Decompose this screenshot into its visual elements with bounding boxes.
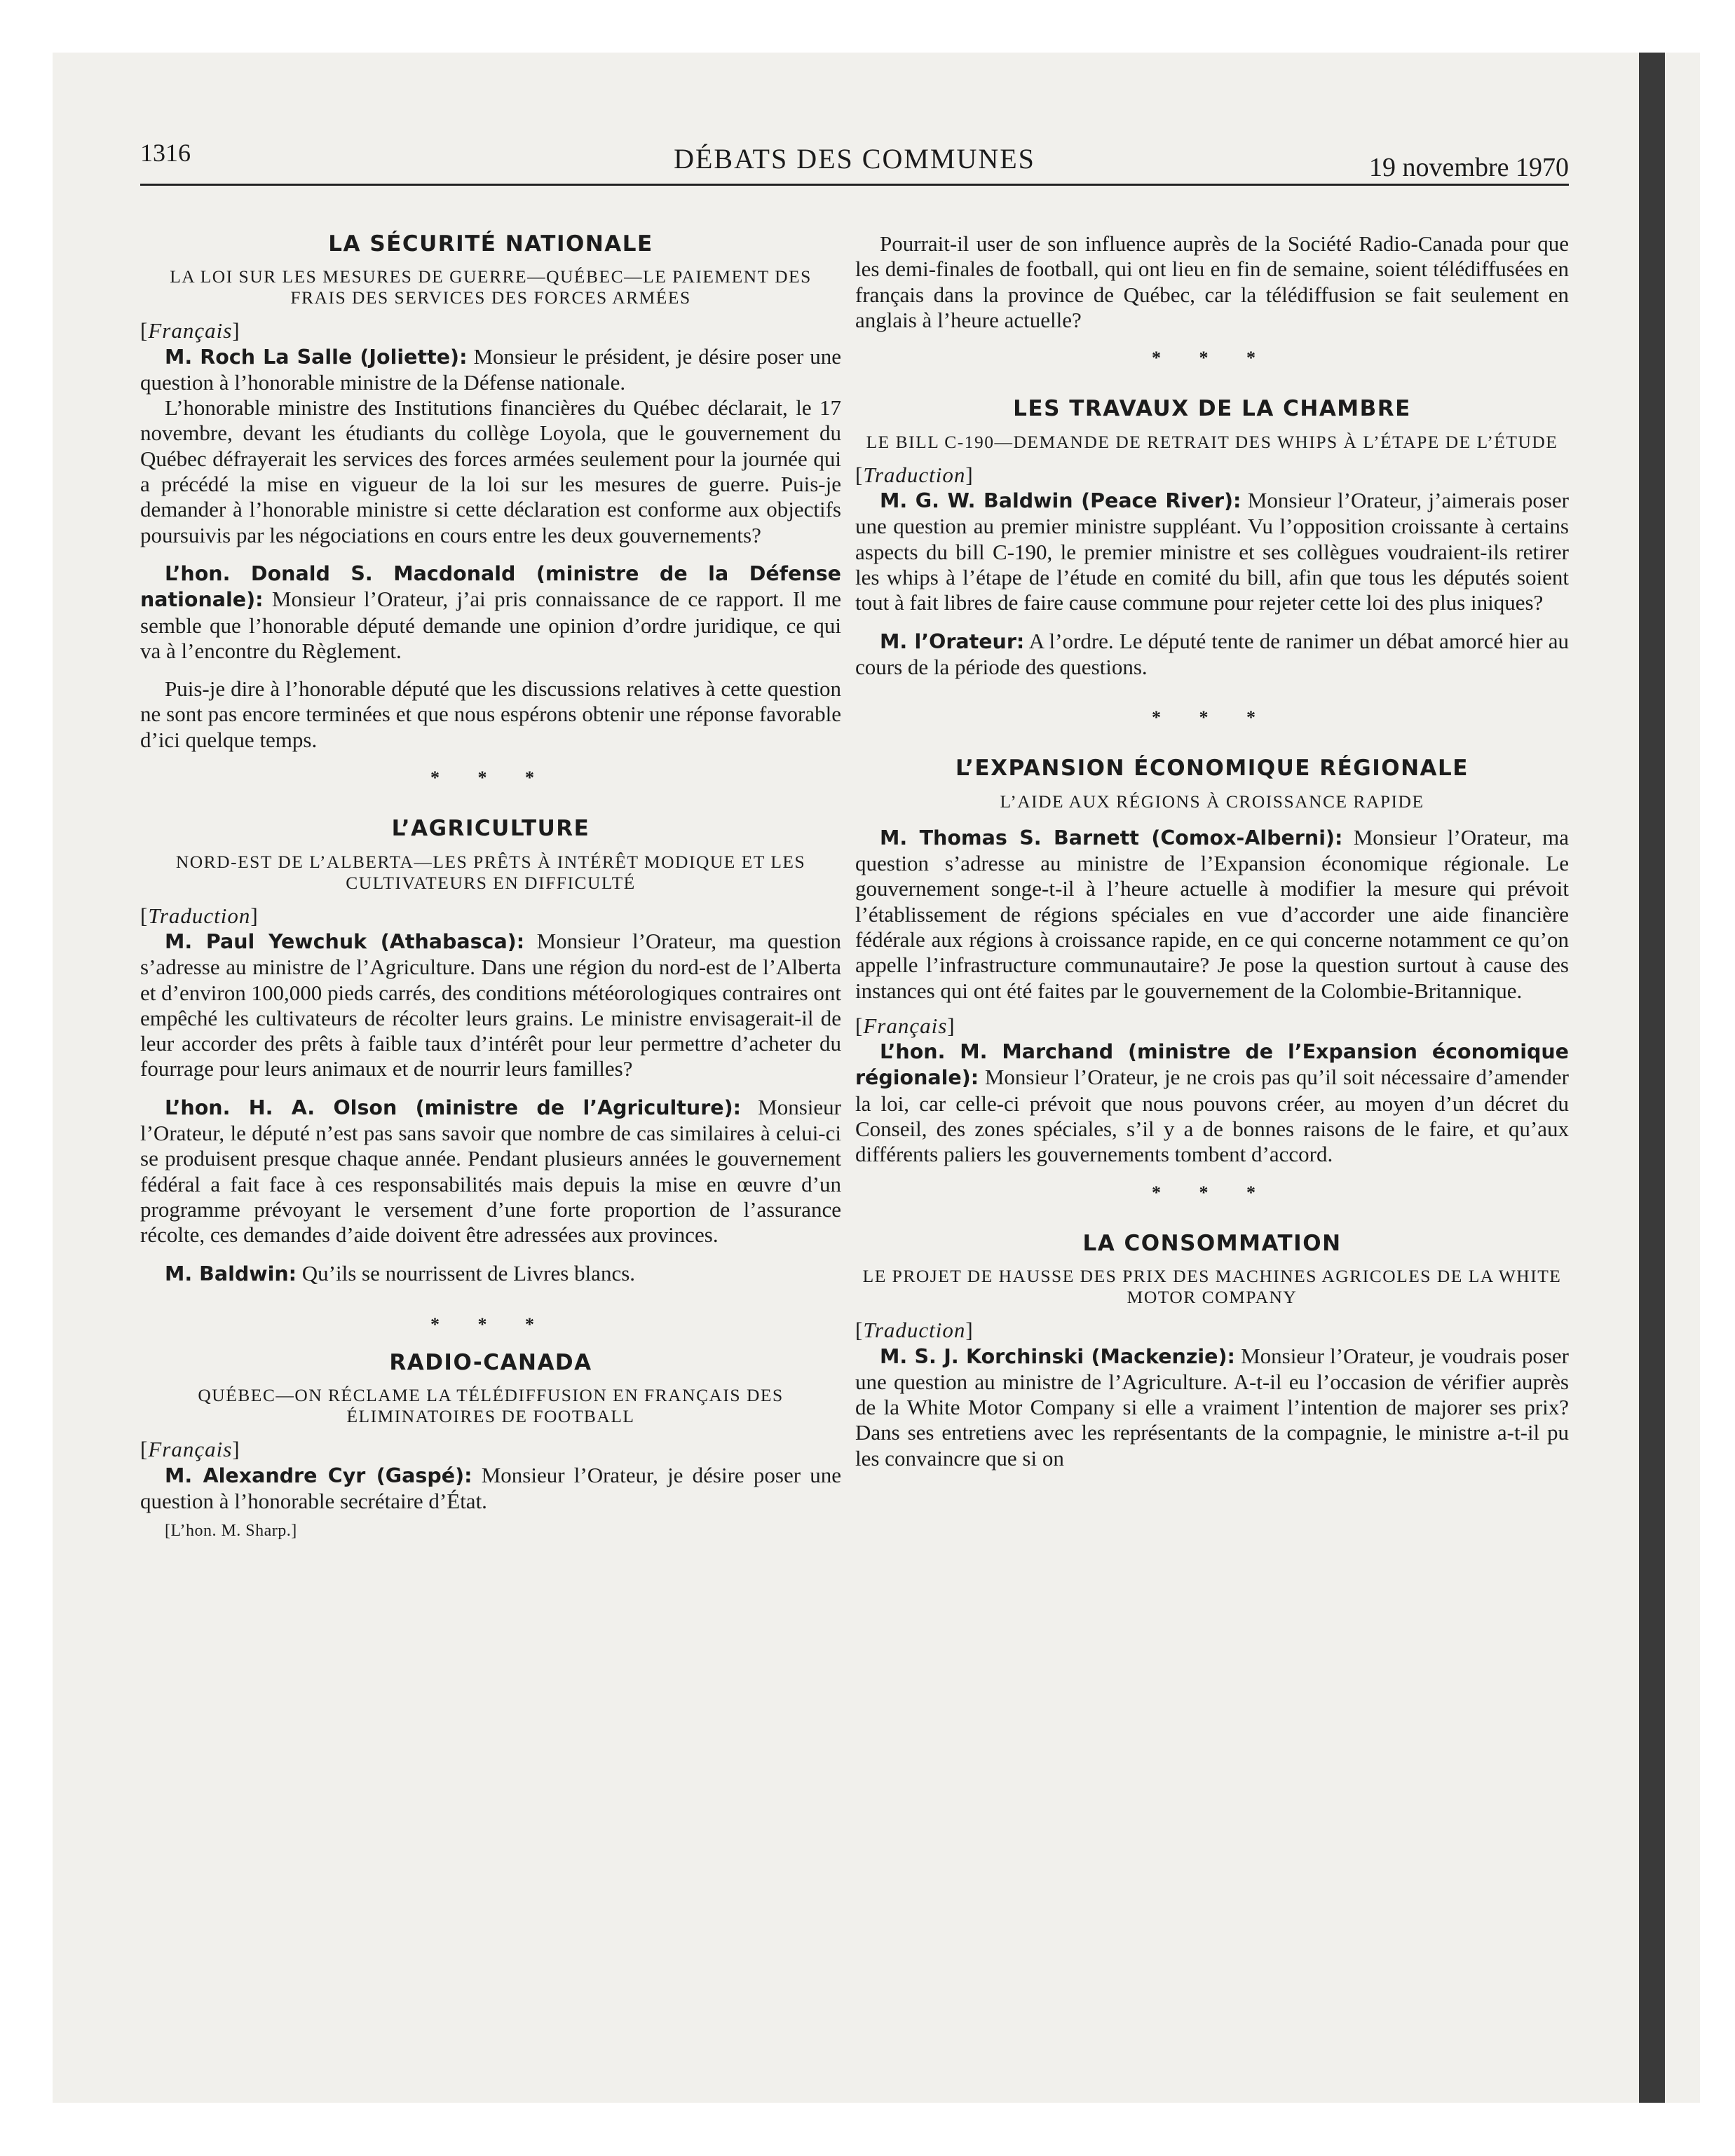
speaker-name: L’hon. Donald S. Macdonald (ministre de la Défense nationale): [140, 561, 841, 612]
section-subtitle: L’AIDE AUX RÉGIONS À CROISSANCE RAPIDE [1000, 791, 1424, 812]
paragraph: M. Alexandre Cyr (Gaspé): Monsieur l’Orateur, je désire poser une question à l’honorable secrétaire d’État. [140, 1462, 841, 1513]
language-note: [Traduction] [140, 903, 259, 928]
section-separator: * * * [1152, 1182, 1272, 1203]
paragraph: L’honorable ministre des Institutions financières du Québec déclarait, le 17 novembre, devant les étudiants du collège Loyola, que le gouvernement du Québec défrayerait les services des forces armées seulement pour la journée qui a précédé la mise en vigueur de la loi sur les mesures de guerre. Puis-je demander à l’honorable ministre si cette déclaration est conforme aux objectifs poursuivis par les négociations en cours entre les deux gouvernements? [140, 395, 841, 547]
section-subtitle: NORD-EST DE L’ALBERTA—LES PRÊTS À INTÉRÊT MODIQUE ET LES CULTIVATEURS EN DIFFICULTÉ [175, 851, 806, 893]
paragraph: M. Thomas S. Barnett (Comox-Alberni): Monsieur l’Orateur, ma question s’adresse au ministre de l’Expansion économique régionale. Le gouvernement songe-t-il à l’heure actuelle à modifier la mesure qui prévoit l’établissement de régions spéciales en vue d’accorder une aide financière fédérale aux régions à croissance rapide, en ce qui concerne notamment ce qu’on appelle l’infrastructure communautaire? Je pose la question surtout à cause des instances qui ont été faites par le gouvernement de la Colombie-Britannique. [855, 824, 1569, 1003]
section-subtitle: LE BILL C-190—DEMANDE DE RETRAIT DES WHIPS À L’ÉTAPE DE L’ÉTUDE [866, 431, 1558, 452]
section-separator: * * * [430, 1314, 551, 1335]
paragraph: M. S. J. Korchinski (Mackenzie): Monsieur l’Orateur, je voudrais poser une question au ministre de l’Agriculture. A-t-il eu l’occasion de vérifier auprès de la White Motor Company si elle a vraiment l’intention de majorer ses prix? Dans ses entretiens avec les représentants de la compagnie, le ministre a-t-il pu les convaincre que si on [855, 1343, 1569, 1471]
section-title: LA SÉCURITÉ NATIONALE [328, 231, 653, 257]
paragraph: M. l’Orateur: A l’ordre. Le député tente de ranimer un débat amorcé hier au cours de la période des questions. [855, 628, 1570, 679]
section-title: RADIO-CANADA [389, 1350, 592, 1376]
paragraph: M. Baldwin: Qu’ils se nourrissent de Livres blancs. [165, 1260, 636, 1285]
issue-date: 19 novembre 1970 [1369, 153, 1569, 182]
speaker-name: M. Paul Yewchuk (Athabasca): [165, 929, 525, 953]
journal-title: DÉBATS DES COMMUNES [674, 143, 1035, 175]
right-column [855, 231, 1569, 1471]
speaker-name: M. l’Orateur: [880, 629, 1025, 653]
paragraph: Pourrait-il user de son influence auprès de la Société Radio-Canada pour que les demi-finales de football, qui ont lieu en fin de semaine, soient télédiffusées en français dans la province de Québec, car la télédiffusion se fait seulement en anglais à l’heure actuelle? [855, 231, 1569, 332]
section-separator: * * * [430, 767, 551, 789]
section-separator: * * * [1152, 348, 1272, 369]
section-title: LES TRAVAUX DE LA CHAMBRE [1013, 396, 1411, 422]
paragraph: L’hon. M. Marchand (ministre de l’Expansion économique régionale): Monsieur l’Orateur, je ne crois pas qu’il soit nécessaire d’amender la loi, car celle-ci prévoit que nous pouvons créer, au moyen d’un décret du Conseil, des zones spéciales, s’il y a de bonnes raisons de le faire, et qu’aux différents paliers les gouvernements tombent d’accord. [855, 1040, 1570, 1167]
section-subtitle: QUÉBEC—ON RÉCLAME LA TÉLÉDIFFUSION EN FRANÇAIS DES ÉLIMINATOIRES DE FOOTBALL [198, 1385, 784, 1427]
left-column [140, 231, 841, 1544]
page-number: 1316 [140, 139, 191, 167]
language-note: [Français] [140, 1437, 240, 1462]
language-note: [Français] [855, 1013, 955, 1038]
paragraph: L’hon. Donald S. Macdonald (ministre de la Défense nationale): Monsieur l’Orateur, j’ai pris connaissance de ce rapport. Il me semble que l’honorable député demande une opinion d’ordre juridique, ce qui va à l’encontre du Règlement. [140, 561, 842, 663]
paragraph: L’hon. H. A. Olson (ministre de l’Agriculture): Monsieur l’Orateur, le député n’est pas sans savoir que nombre de cas similaires à celui-ci se produisent presque chaque année. Pendant plusieurs années le gouvernement fédéral a fait face à ces responsabilités mais depuis la mise en œuvre d’un programme prévoyant le versement d’une forte proportion de l’assurance récolte, ces demandes d’aide doivent être adressées aux provinces. [140, 1094, 841, 1248]
speaker-name: M. S. J. Korchinski (Mackenzie): [880, 1344, 1235, 1368]
section-separator: * * * [1152, 707, 1272, 728]
page-header [140, 137, 1569, 186]
scan-edge-bar [1639, 53, 1665, 2103]
section-subtitle: LA LOI SUR LES MESURES DE GUERRE—QUÉBEC—LE PAIEMENT DES FRAIS DES SERVICES DES FORCES ARMÉES [170, 266, 812, 308]
speaker-name: M. Alexandre Cyr (Gaspé): [165, 1464, 472, 1487]
section-title: LA CONSOMMATION [1082, 1230, 1342, 1256]
speaker-name: M. Roch La Salle (Joliette): [165, 345, 468, 369]
language-note: [Traduction] [855, 1318, 974, 1343]
speaker-name: L’hon. H. A. Olson (ministre de l’Agriculture): [165, 1096, 742, 1119]
language-note: [Français] [140, 318, 240, 343]
speaker-name: M. Thomas S. Barnett (Comox-Alberni): [880, 826, 1343, 850]
section-title: L’AGRICULTURE [391, 816, 590, 842]
header-rule [140, 184, 1569, 186]
speaker-name: M. Baldwin: [165, 1262, 297, 1285]
speaker-name: M. G. W. Baldwin (Peace River): [880, 489, 1241, 513]
paragraph: M. Roch La Salle (Joliette): Monsieur le président, je désire poser une question à l’honorable ministre de la Défense nationale. [140, 343, 842, 395]
speaker-name: L’hon. M. Marchand (ministre de l’Expansion économique régionale): [855, 1040, 1569, 1090]
section-title: L’EXPANSION ÉCONOMIQUE RÉGIONALE [955, 756, 1469, 782]
paragraph: M. G. W. Baldwin (Peace River): Monsieur l’Orateur, j’aimerais poser une question au premier ministre suppléant. Vu l’opposition croissante à certains aspects du bill C-190, le premier ministre et ses collègues voudraient-ils retirer les whips à l’étape de l’étude en comité du bill, afin que tous les députés soient tout à fait libres de faire cause commune pour rejeter cette loi des plus iniques? [855, 488, 1569, 615]
paragraph: M. Paul Yewchuk (Athabasca): Monsieur l’Orateur, ma question s’adresse au ministre de l’Agriculture. Dans une région du nord-est de l’Alberta et d’environ 100,000 pieds carrés, des conditions météorologiques contraires ont empêché les cultivateurs de récolter leurs grains. Le ministre envisagerait-il de leur accorder des prêts à faible taux d’intérêt pour leur permettre d’acheter du fourrage pour leurs animaux et de nourrir leurs familles? [140, 928, 841, 1082]
language-note: [Traduction] [855, 462, 974, 487]
running-footnote: [L’hon. M. Sharp.] [165, 1522, 297, 1541]
section-subtitle: LE PROJET DE HAUSSE DES PRIX DES MACHINES AGRICOLES DE LA WHITE MOTOR COMPANY [862, 1266, 1562, 1308]
paragraph: Puis-je dire à l’honorable député que les discussions relatives à cette question ne sont pas encore terminées et que nous espérons obtenir une réponse favorable d’ici quelque temps. [140, 676, 841, 752]
